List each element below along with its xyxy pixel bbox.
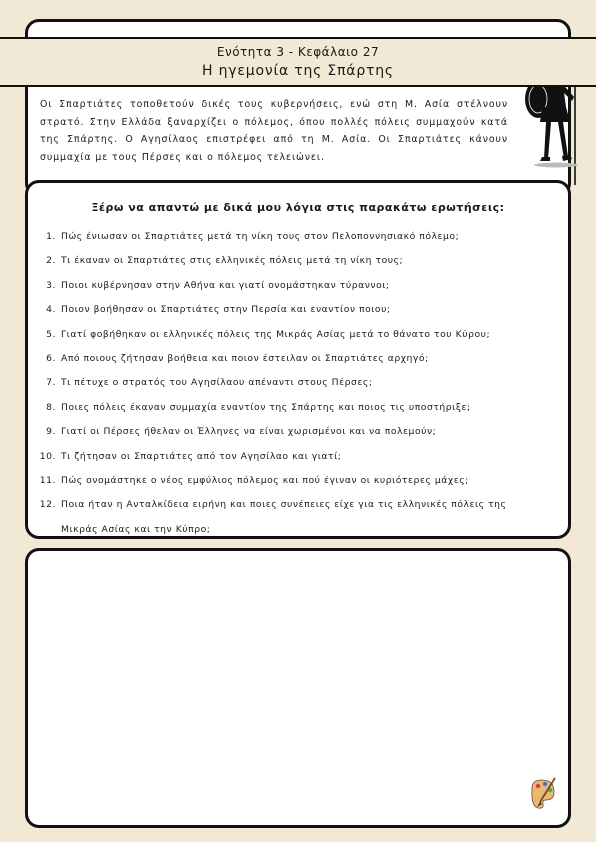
question-text: Ποια ήταν η Ανταλκίδεια ειρήνη και ποιες συνέπειες είχε για τις ελληνικές πόλεις της Μικράς Ασίας και την Κύπρο; [61,499,507,535]
question-text: Ποιον βοήθησαν οι Σπαρτιάτες στην Περσία και εναντίον ποιου; [61,304,391,316]
question-item [28,469,539,493]
question-number: 3. [46,279,56,291]
question-item [28,323,539,347]
question-text: Τι ζήτησαν οι Σπαρτιάτες από τον Αγησίλαο και γιατί; [61,450,342,462]
answer-area[interactable] [25,548,571,828]
question-text: Γιατί φοβήθηκαν οι ελληνικές πόλεις της Μικράς Ασίας μετά το θάνατο του Κύρου; [61,328,491,340]
question-number: 1. [46,231,56,242]
question-item [28,249,539,273]
question-number: 11. [39,475,56,487]
question-text: Πώς ένιωσαν οι Σπαρτιάτες μετά τη νίκη τους στον Πελοποννησιακό πόλεμο; [61,231,460,242]
question-number: 12. [39,499,56,511]
question-text: Από ποιους ζήτησαν βοήθεια και ποιον έστειλαν οι Σπαρτιάτες αρχηγό; [61,353,429,365]
question-item [28,274,539,298]
question-number: 9. [46,426,56,438]
question-text: Τι πέτυχε ο στρατός του Αγησίλαου απέναντι στους Πέρσες; [61,377,373,389]
question-item [28,420,539,444]
question-number: 10. [39,450,56,462]
question-number: 8. [46,401,56,413]
question-item [28,396,539,420]
question-text: Ποιοι κυβέρνησαν στην Αθήνα και γιατί ονομάστηκαν τύραννοι; [61,279,390,291]
questions-heading: Ξέρω να απαντώ με δικά μου λόγια στις παρακάτω ερωτήσεις: [91,201,505,214]
question-item [28,347,539,371]
questions-card [25,180,571,539]
question-item [28,493,539,542]
question-text: Τι έκαναν οι Σπαρτιάτες στις ελληνικές πόλεις μετά τη νίκη τους; [61,255,404,267]
question-text: Ποιες πόλεις έκαναν συμμαχία εναντίον της Σπάρτης και ποιος τις υποστήριξε; [61,401,471,413]
question-item [28,225,539,249]
question-number: 2. [46,255,56,267]
question-number: 6. [46,353,56,365]
title-band [0,37,596,87]
summary-text: Οι Σπαρτιάτες τοποθετούν δικές τους κυβερνήσεις, ενώ στη Μ. Ασία στέλνουν στρατό. Στην Ελλάδα ξαναρχίζει ο πόλεμος, όπου πολλές πόλεις συμμαχούν κατά της Σπάρτης. Ο Αγησίλαος επιστρέφει από τη Μ. Ασία. Οι Σπαρτιάτες κάνουν συμμαχία με τους Πέρσες και ο πόλεμος τελειώνει. [40,99,508,163]
lesson-title: Η ηγεμονία της Σπάρτης [202,63,394,79]
question-item [28,371,539,395]
question-item [28,445,539,469]
question-text: Γιατί οι Πέρσες ήθελαν οι Έλληνες να είναι χωρισμένοι και να πολεμούν; [61,426,437,438]
question-number: 7. [46,377,56,389]
unit-title: Ενότητα 3 - Κεφάλαιο 27 [216,45,380,59]
question-text: Πώς ονομάστηκε ο νέος εμφύλιος πόλεμος και πού έγιναν οι κυριότερες μάχες; [61,475,469,487]
paint-palette-icon [528,776,558,812]
question-number: 5. [46,328,56,340]
questions-list [28,225,539,542]
question-number: 4. [46,304,56,316]
question-item [28,298,539,322]
